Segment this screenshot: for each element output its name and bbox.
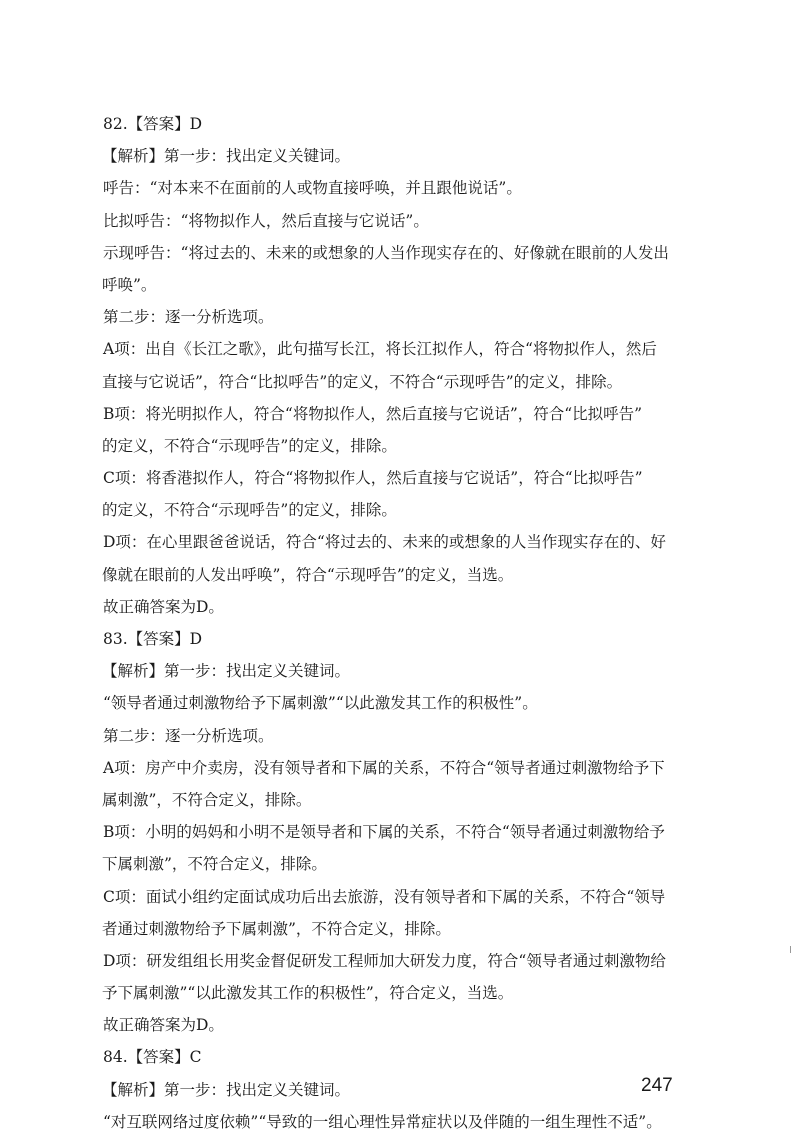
q83-option-d-line2: 予下属刺激”“以此激发其工作的积极性”，符合定义，当选。 (102, 984, 514, 1003)
page-content (103, 108, 699, 1138)
page-number: 247 (641, 1075, 673, 1096)
q84-analysis-head: 【解析】第一步：找出定义关键词。 (102, 1080, 351, 1099)
q84-answer-header: 84.【答案】C (103, 1048, 202, 1067)
q82-option-d-line1: D项：在心里跟爸爸说话，符合“将过去的、未来的或想象的人当作现实存在的、好 (103, 533, 666, 552)
q83-conclusion: 故正确答案为D。 (103, 1016, 224, 1035)
q84-keywords: “对互联网络过度依赖”“导致的一组心理性异常症状以及伴随的一组生理性不适”。 (103, 1112, 662, 1131)
q82-definition-1: 呼告：“对本来不在面前的人或物直接呼唤，并且跟他说话”。 (103, 179, 522, 198)
q82-analysis-head: 【解析】第一步：找出定义关键词。 (102, 147, 351, 166)
q82-option-a-line1: A项：出自《长江之歌》，此句描写长江，将长江拟作人，符合“将物拟作人，然后 (103, 340, 657, 359)
q82-option-b-line1: B项：将光明拟作人，符合“将物拟作人，然后直接与它说话”，符合“比拟呼告” (103, 404, 643, 423)
q83-option-b-line1: B项：小明的妈妈和小明不是领导者和下属的关系，不符合“领导者通过刺激物给予 (103, 823, 665, 842)
q82-option-d-line2: 像就在眼前的人发出呼唤”，符合“示现呼告”的定义，当选。 (102, 565, 514, 584)
q82-conclusion: 故正确答案为D。 (103, 597, 224, 616)
q82-option-c-line1: C项：将香港拟作人，符合“将物拟作人，然后直接与它说话”，符合“比拟呼告” (103, 469, 643, 488)
q82-step2: 第二步：逐一分析选项。 (103, 308, 274, 327)
q82-option-a-line2: 直接与它说话”，符合“比拟呼告”的定义，不符合“示现呼告”的定义，排除。 (102, 372, 623, 391)
q82-answer-header: 82.【答案】D (103, 115, 203, 133)
q83-option-c-line1: C项：面试小组约定面试成功后出去旅游，没有领导者和下属的关系，不符合“领导 (103, 887, 666, 906)
q83-option-c-line2: 者通过刺激物给予下属刺激”，不符合定义，排除。 (102, 919, 451, 938)
q83-keywords: “领导者通过刺激物给予下属刺激”“以此激发其工作的积极性”。 (103, 694, 538, 713)
q83-option-d-line1: D项：研发组组长用奖金督促研发工程师加大研发力度，符合“领导者通过刺激物给 (103, 951, 666, 970)
q83-option-a-line1: A项：房产中介卖房，没有领导者和下属的关系，不符合“领导者通过刺激物给予下 (103, 758, 665, 777)
q83-option-b-line2: 下属刺激”，不符合定义，排除。 (102, 855, 327, 874)
q82-option-c-line2: 的定义，不符合“示现呼告”的定义，排除。 (102, 501, 397, 520)
q83-step2: 第二步：逐一分析选项。 (103, 726, 274, 745)
scan-edge-mark (790, 946, 791, 953)
q83-option-a-line2: 属刺激”，不符合定义，排除。 (102, 790, 312, 809)
q83-answer-header: 83.【答案】D (103, 630, 203, 648)
q82-option-b-line2: 的定义，不符合“示现呼告”的定义，排除。 (102, 436, 397, 455)
q83-analysis-head: 【解析】第一步：找出定义关键词。 (102, 662, 351, 681)
q82-definition-2: 比拟呼告：“将物拟作人，然后直接与它说话”。 (103, 211, 429, 230)
q82-definition-3-line1: 示现呼告：“将过去的、未来的或想象的人当作现实存在的、好像就在眼前的人发出 (103, 243, 669, 262)
q82-definition-3-line2: 呼唤”。 (102, 275, 157, 294)
